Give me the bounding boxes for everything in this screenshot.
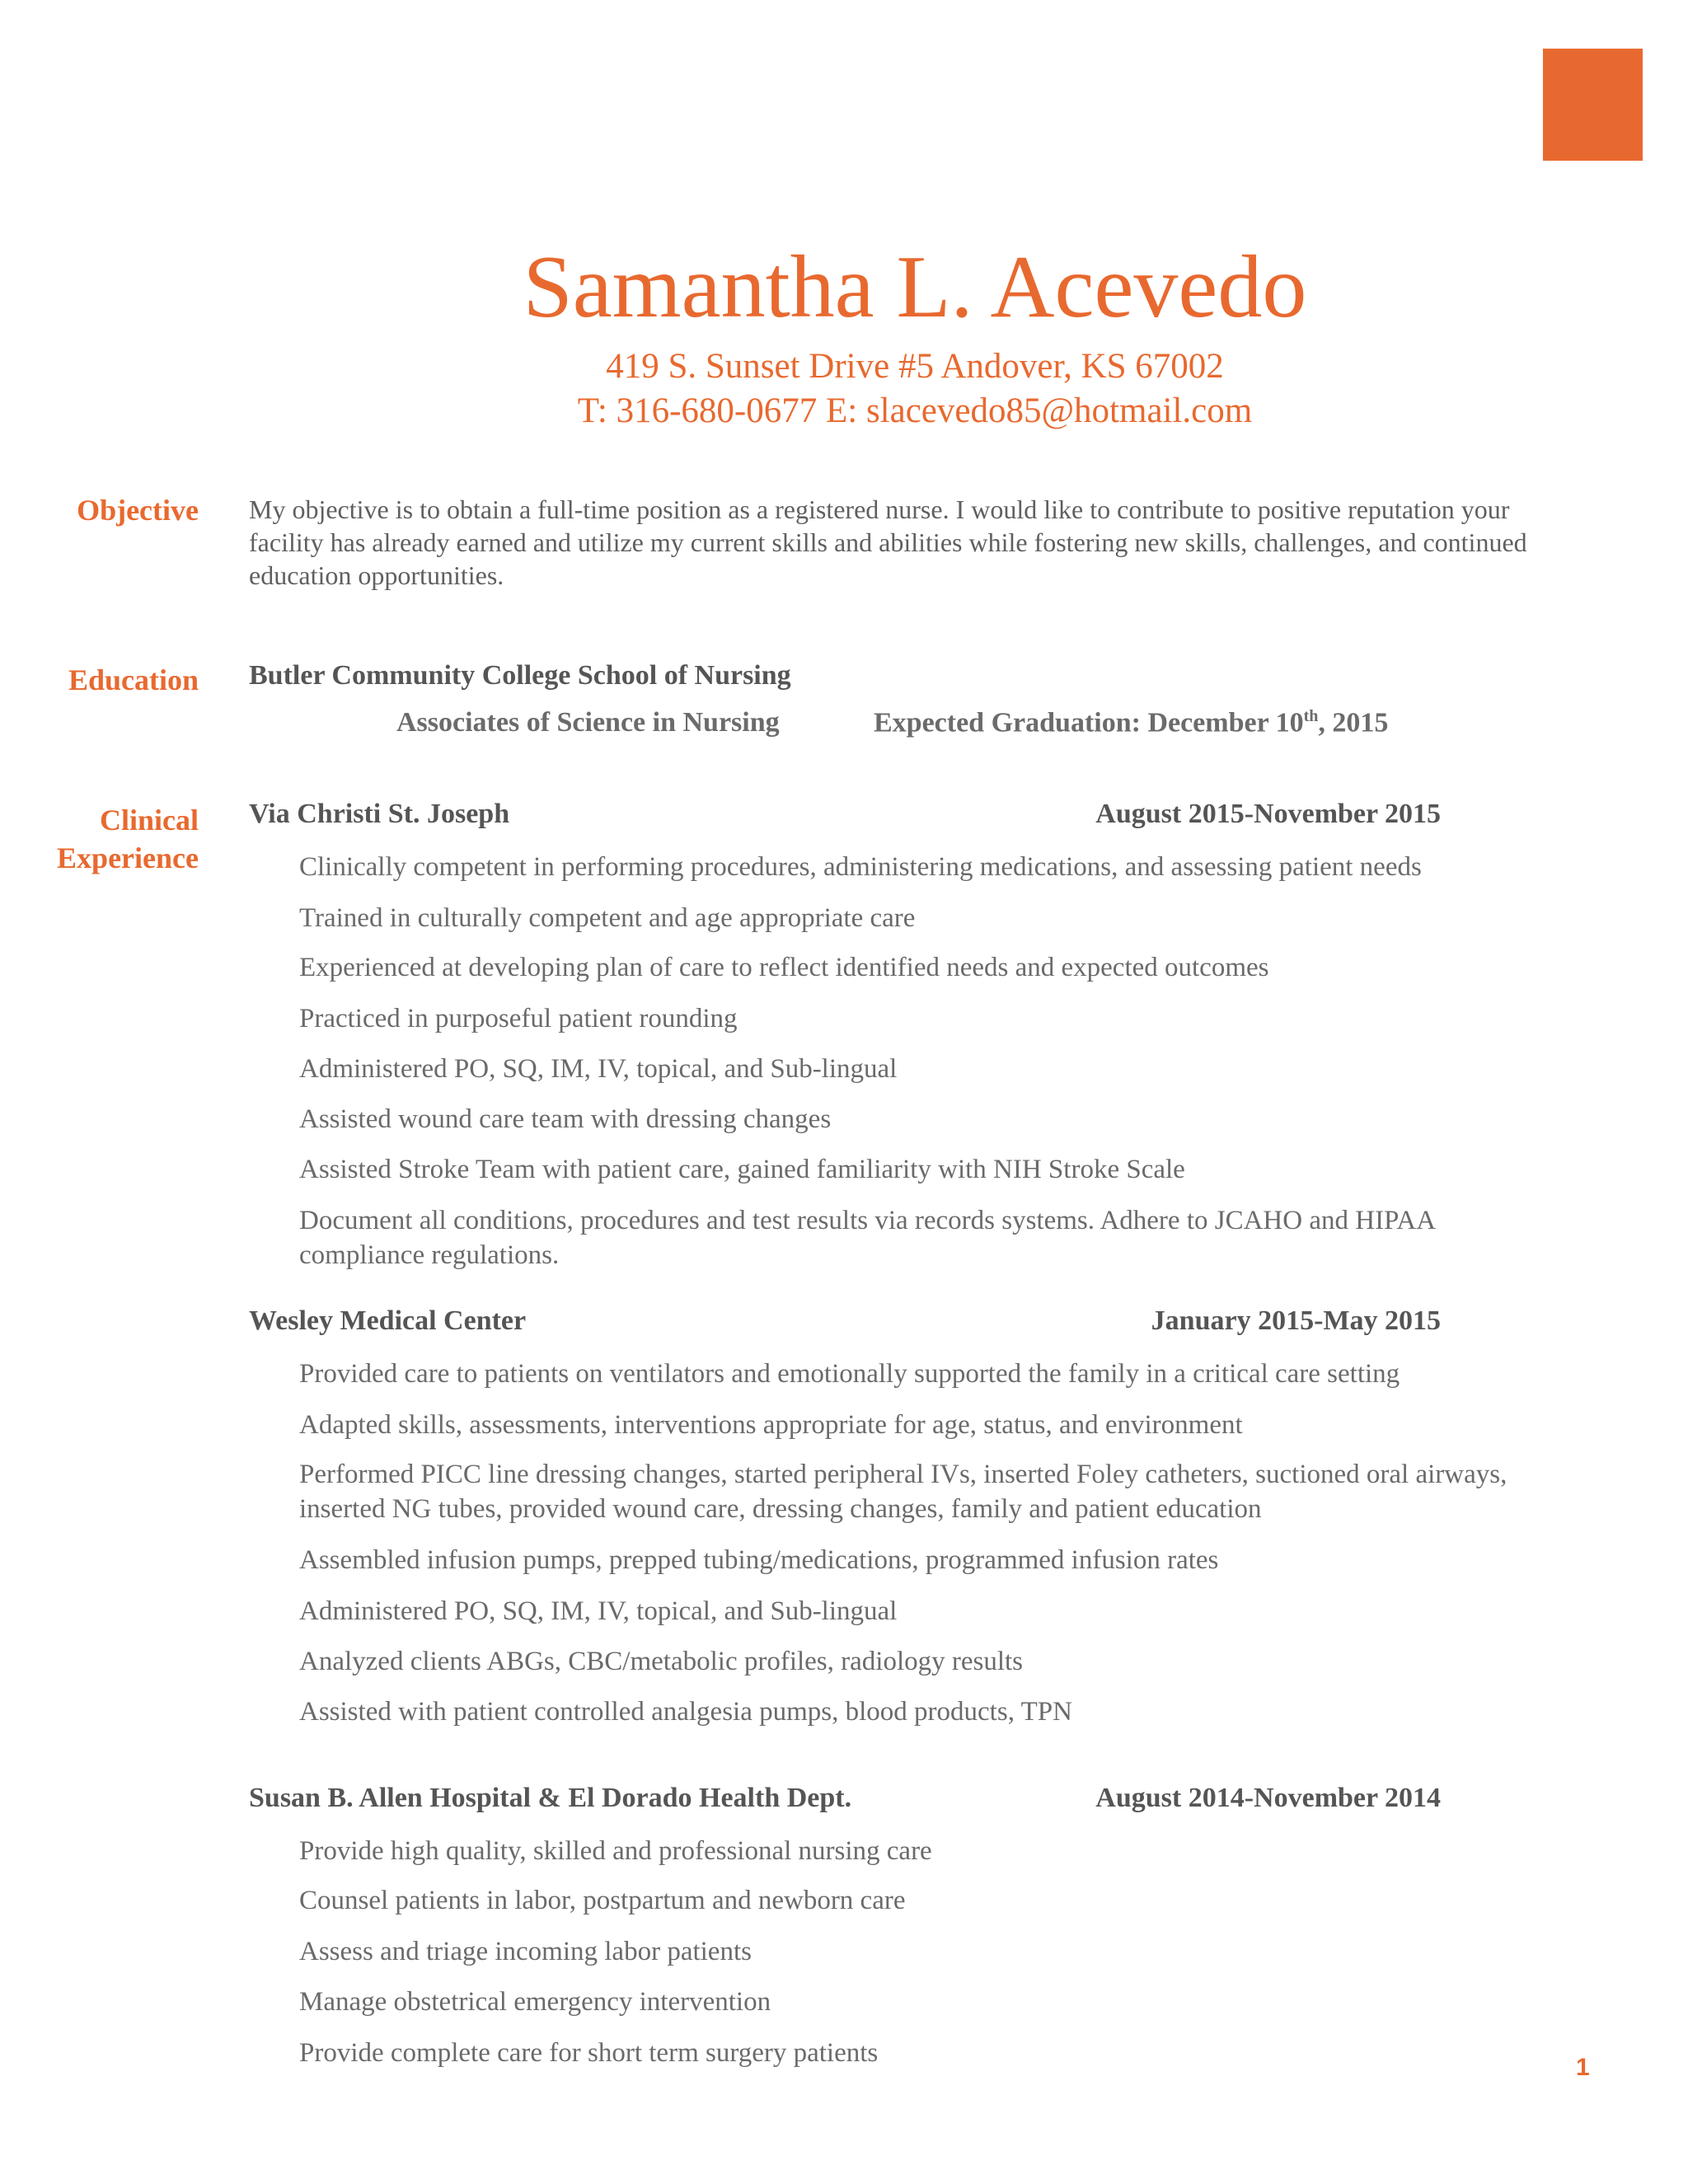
candidate-name: Samantha L. Acevedo	[523, 238, 1307, 336]
job-bullet: Assisted with patient controlled analgesia pumps, blood products, TPN	[299, 1697, 1072, 1727]
job-bullet: Manage obstetrical emergency intervention	[299, 1987, 771, 2017]
objective-heading: Objective	[77, 494, 199, 527]
graduation-date-suffix-sup: th	[1303, 707, 1319, 725]
objective-text: My objective is to obtain a full-time position as a registered nurse. I would like to contribute to positive reputation your facility has already earned and utilize my current skills and abilities while fostering new skills, challenges, and continued education opportunities.	[249, 494, 1527, 590]
contact-address: 419 S. Sunset Drive #5 Andover, KS 67002	[606, 347, 1224, 386]
job-bullet: Assisted wound care team with dressing changes	[299, 1104, 832, 1134]
job-bullet: Assembled infusion pumps, prepped tubing/medications, programmed infusion rates	[299, 1545, 1219, 1575]
job-bullet: Trained in culturally competent and age appropriate care	[299, 903, 916, 933]
job-bullet: Document all conditions, procedures and test results via records systems. Adhere to JCAHO and HIPAA compliance regulations.	[299, 1206, 1435, 1270]
clinical-heading-line2: Experience	[57, 841, 199, 874]
contact-phone-email: T: 316-680-0677 E: slacevedo85@hotmail.com	[577, 391, 1253, 430]
job-bullet: Provide high quality, skilled and professional nursing care	[299, 1836, 932, 1866]
job-bullet: Assess and triage incoming labor patients	[299, 1937, 752, 1966]
clinical-heading-line1: Clinical	[99, 804, 199, 837]
job-bullet: Experienced at developing plan of care to reflect identified needs and expected outcomes	[299, 953, 1269, 982]
job-bullet: Provide complete care for short term surgery patients	[299, 2038, 879, 2068]
job-bullet: Adapted skills, assessments, interventions appropriate for age, status, and environment	[299, 1410, 1243, 1440]
job-bullet: Practiced in purposeful patient rounding	[299, 1004, 738, 1033]
job-title: Susan B. Allen Hospital & El Dorado Health Dept.	[249, 1783, 852, 1813]
job-title: Via Christi St. Joseph	[249, 799, 510, 829]
education-school: Butler Community College School of Nursing	[249, 660, 791, 691]
job-title: Wesley Medical Center	[249, 1305, 527, 1336]
graduation-date-prefix: Expected Graduation: December 10	[874, 707, 1304, 738]
job-bullet: Clinically competent in performing procedures, administering medications, and assessing patient needs	[299, 852, 1422, 882]
education-degree: Associates of Science in Nursing	[396, 707, 780, 738]
education-graduation	[874, 707, 1388, 738]
job-bullet: Assisted Stroke Team with patient care, gained familiarity with NIH Stroke Scale	[299, 1155, 1185, 1184]
job-dates: August 2015-November 2015	[1095, 799, 1441, 829]
education-heading: Education	[68, 663, 199, 696]
page-number: 1	[1576, 2054, 1590, 2081]
graduation-date-year: , 2015	[1318, 707, 1389, 738]
job-bullet: Administered PO, SQ, IM, IV, topical, and Sub-lingual	[299, 1054, 898, 1084]
job-bullet: Performed PICC line dressing changes, started peripheral IVs, inserted Foley catheters, suctioned oral airways, inserted NG tubes, provided wound care, dressing changes, family and patient education	[299, 1460, 1507, 1524]
job-dates: August 2014-November 2014	[1095, 1783, 1441, 1813]
job-bullet: Counsel patients in labor, postpartum and newborn care	[299, 1886, 906, 1915]
job-dates: January 2015-May 2015	[1151, 1305, 1441, 1336]
job-bullet: Analyzed clients ABGs, CBC/metabolic profiles, radiology results	[299, 1647, 1024, 1676]
job-bullet: Administered PO, SQ, IM, IV, topical, and Sub-lingual	[299, 1596, 898, 1626]
accent-square	[1543, 49, 1643, 161]
job-bullet: Provided care to patients on ventilators and emotionally supported the family in a critical care setting	[299, 1359, 1400, 1389]
